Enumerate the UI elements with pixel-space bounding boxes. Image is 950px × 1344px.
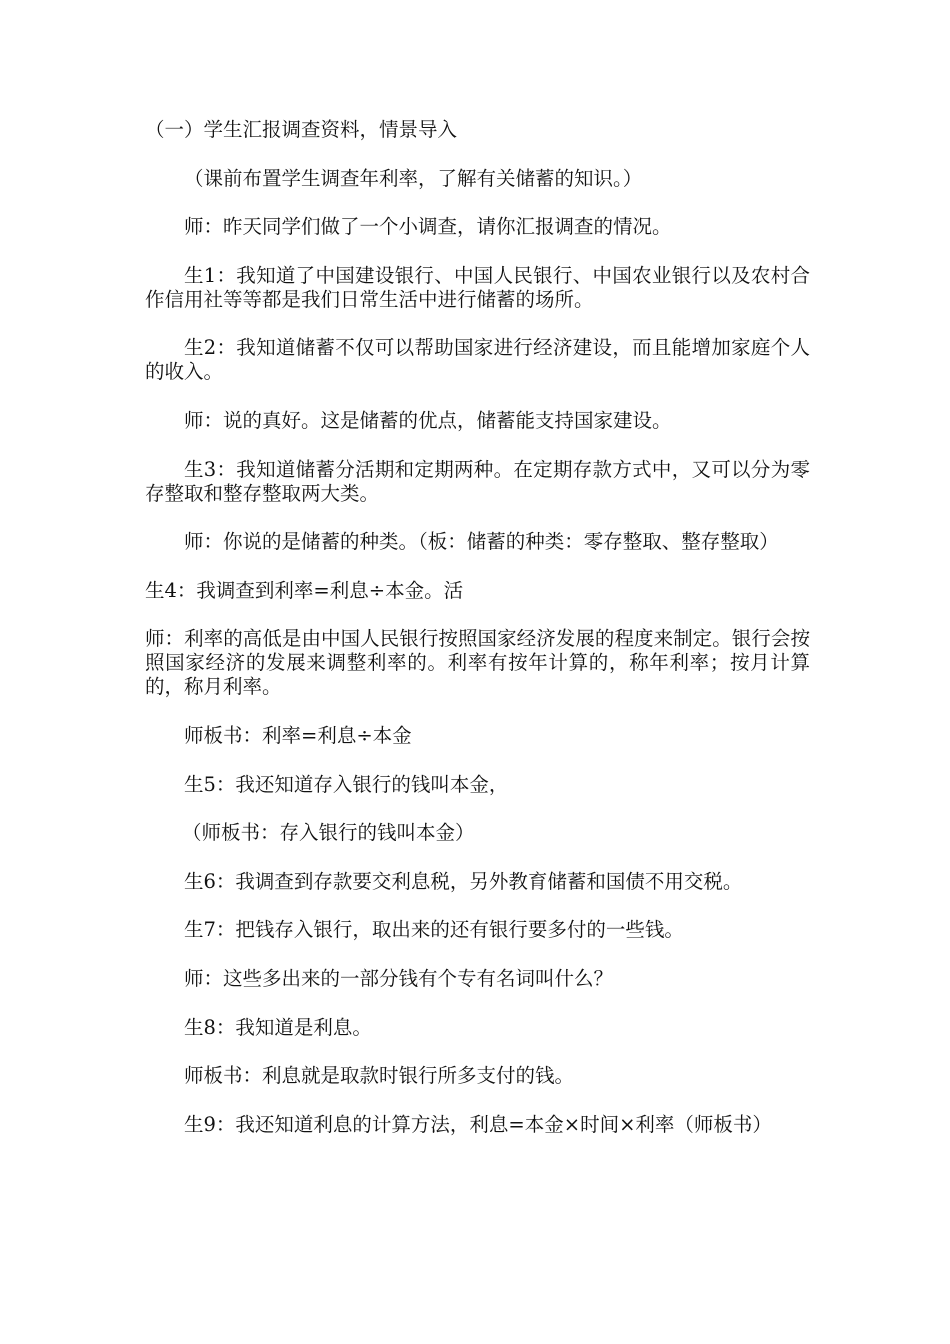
student-7-line: 生7：把钱存入银行，取出来的还有银行要多付的一些钱。: [184, 918, 684, 942]
teacher-line: 师：你说的是储蓄的种类。（板：储蓄的种类：零存整取、整存整取）: [184, 530, 779, 554]
student-9-line: 生9：我还知道利息的计算方法，利息=本金×时间×利率（师板书）: [184, 1112, 772, 1136]
teacher-line: 师：利率的高低是由中国人民银行按照国家经济发展的程度来制定。银行会按照国家经济的发展来调整利率的。利率有按年计算的，称年利率；按月计算的，称月利率。: [145, 627, 810, 699]
student-4-line: 生4：我调查到利率=利息÷本金。活: [145, 578, 464, 602]
teacher-line: 师：昨天同学们做了一个小调查，请你汇报调查的情况。: [184, 215, 672, 239]
teacher-line: 师：这些多出来的一部分钱有个专有名词叫什么？: [184, 966, 614, 990]
student-8-line: 生8：我知道是利息。: [184, 1015, 372, 1039]
teacher-board-note: 师板书：利率=利息÷本金: [184, 723, 412, 747]
student-1-line: 生1：我知道了中国建设银行、中国人民银行、中国农业银行以及农村合作信用社等等都是我们日常生活中进行储蓄的场所。: [145, 263, 810, 311]
student-5-line: 生5：我还知道存入银行的钱叫本金，: [184, 772, 509, 796]
pre-class-note: （课前布置学生调查年利率，了解有关储蓄的知识。）: [184, 166, 643, 190]
student-2-line: 生2：我知道储蓄不仅可以帮助国家进行经济建设，而且能增加家庭个人的收入。: [145, 336, 810, 384]
teacher-board-note: 师板书：利息就是取款时银行所多支付的钱。: [184, 1064, 575, 1088]
section-heading: （一）学生汇报调查资料，情景导入: [145, 118, 458, 141]
teacher-board-note: （师板书：存入银行的钱叫本金）: [182, 821, 475, 845]
student-3-line: 生3：我知道储蓄分活期和定期两种。在定期存款方式中，又可以分为零存整取和整存整取两大类。: [145, 457, 810, 505]
student-6-line: 生6：我调查到存款要交利息税，另外教育储蓄和国债不用交税。: [184, 869, 743, 893]
teacher-line: 师：说的真好。这是储蓄的优点，储蓄能支持国家建设。: [184, 408, 672, 432]
document-page: [145, 118, 810, 1161]
